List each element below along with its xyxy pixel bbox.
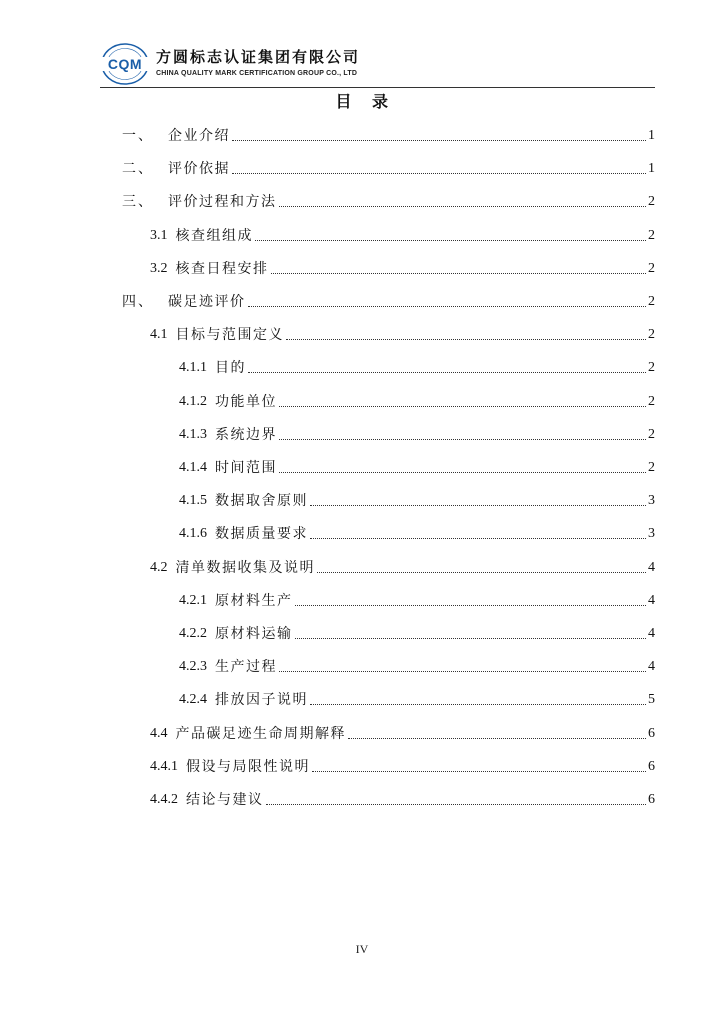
- toc-entry-title: 数据取舍原则: [215, 493, 308, 510]
- toc-entry-number: 一、: [122, 128, 154, 144]
- toc-dot-leader: [310, 538, 646, 539]
- toc-dot-leader: [295, 638, 647, 639]
- toc-entry-number: 4.2.2: [179, 626, 207, 641]
- toc-title: [0, 89, 724, 112]
- toc-dot-leader: [279, 406, 646, 407]
- toc-entry-page: 2: [648, 194, 655, 210]
- toc-entry-page: 1: [648, 161, 655, 177]
- company-name-cn: 方圆标志认证集团有限公司: [156, 48, 361, 66]
- page-header: [100, 40, 655, 88]
- toc-entry-title: 原材料运输: [215, 626, 293, 642]
- toc-entry-number: 3.1: [150, 227, 168, 243]
- toc-dot-leader: [317, 572, 646, 573]
- toc-entry-title: 清单数据收集及说明: [175, 559, 315, 576]
- toc-entry-title: 假设与局限性说明: [186, 758, 310, 775]
- toc-entry-number: 三、: [122, 194, 154, 211]
- toc-entry-title: 数据质量要求: [215, 526, 308, 543]
- toc-entry[interactable]: [150, 218, 655, 246]
- header-divider: [100, 87, 655, 88]
- toc-entry-title: 功能单位: [215, 393, 277, 410]
- toc-dot-leader: [279, 671, 646, 672]
- toc-entry-title: 目的: [215, 360, 246, 377]
- toc-entry[interactable]: [179, 583, 655, 611]
- toc-entry[interactable]: [150, 716, 655, 744]
- toc-entry-page: 2: [648, 260, 655, 276]
- toc-entry-number: 3.2: [150, 260, 168, 276]
- toc-entry-page: 4: [648, 592, 655, 608]
- toc-entry[interactable]: [179, 682, 655, 710]
- toc-entry-page: 2: [648, 360, 655, 376]
- toc-entry[interactable]: [179, 616, 655, 644]
- toc-entry[interactable]: [122, 151, 655, 179]
- toc-entry-number: 4.4: [150, 725, 168, 741]
- toc-entry-title: 核查日程安排: [175, 260, 269, 277]
- toc-dot-leader: [232, 140, 646, 141]
- toc-entry-number: 二、: [122, 161, 154, 178]
- toc-entry-number: 4.4.2: [150, 792, 178, 807]
- toc-entry-title: 碳足迹评价: [168, 294, 246, 310]
- toc-entry-number: 4.1: [150, 327, 168, 343]
- toc-entry-number: 4.1.3: [179, 426, 207, 442]
- toc-dot-leader: [248, 306, 647, 307]
- toc-entry-title: 原材料生产: [215, 592, 293, 609]
- toc-entry[interactable]: [122, 118, 655, 146]
- toc-entry-title: 核查组组成: [175, 227, 253, 244]
- toc-entry-page: 6: [648, 725, 655, 741]
- toc-entry-number: 4.2: [150, 559, 168, 575]
- toc-entry-page: 2: [648, 327, 655, 343]
- toc-entry-title: 排放因子说明: [215, 692, 308, 709]
- toc-entry-number: 4.1.6: [179, 526, 207, 542]
- toc-dot-leader: [266, 804, 647, 805]
- toc-entry-number: 4.1.4: [179, 460, 207, 475]
- toc-dot-leader: [271, 273, 647, 274]
- logo-text: CQM: [107, 56, 143, 72]
- toc-entry-title: 结论与建议: [186, 792, 264, 808]
- toc-entry-page: 2: [648, 294, 655, 309]
- toc-entry[interactable]: [179, 649, 655, 677]
- toc-title-char1: 目: [335, 92, 352, 111]
- toc-entry-page: 5: [648, 692, 655, 708]
- toc-entry-page: 3: [648, 526, 655, 542]
- toc-dot-leader: [232, 173, 646, 174]
- toc-entry-page: 3: [648, 493, 655, 509]
- toc-entry-number: 4.2.3: [179, 659, 207, 675]
- toc-entry-number: 4.1.2: [179, 393, 207, 409]
- toc-entry[interactable]: [150, 251, 655, 279]
- toc-entry-page: 1: [648, 128, 655, 143]
- toc-entry[interactable]: [150, 550, 655, 578]
- toc-entry-page: 2: [648, 393, 655, 409]
- toc-entry-number: 4.2.4: [179, 692, 207, 708]
- toc-entry-page: 6: [648, 792, 655, 807]
- toc-dot-leader: [310, 505, 646, 506]
- toc-entry-title: 企业介绍: [168, 128, 230, 144]
- toc-dot-leader: [248, 372, 646, 373]
- toc-dot-leader: [295, 605, 647, 606]
- toc-entry[interactable]: [179, 417, 655, 445]
- toc-dot-leader: [279, 472, 646, 473]
- toc-entry[interactable]: [150, 782, 655, 810]
- toc-entry[interactable]: [179, 384, 655, 412]
- company-name: [156, 48, 360, 79]
- toc-entry-page: 6: [648, 758, 655, 774]
- toc-entry-number: 4.2.1: [179, 592, 207, 608]
- toc-entry-title: 生产过程: [215, 659, 277, 676]
- toc-entry[interactable]: [150, 317, 655, 345]
- toc-entry-number: 4.4.1: [150, 758, 178, 774]
- toc-entry-page: 4: [648, 626, 655, 641]
- toc-entry-title: 目标与范围定义: [175, 327, 284, 344]
- toc-dot-leader: [348, 738, 646, 739]
- toc-entry[interactable]: [122, 184, 655, 212]
- toc-entry-title: 评价依据: [168, 161, 230, 178]
- toc-entry-title: 评价过程和方法: [168, 194, 277, 211]
- toc-entry[interactable]: [150, 749, 655, 777]
- toc-dot-leader: [310, 704, 646, 705]
- toc-entry[interactable]: [179, 350, 655, 378]
- toc-dot-leader: [312, 771, 646, 772]
- toc-entry-title: 产品碳足迹生命周期解释: [175, 725, 346, 742]
- toc-dot-leader: [279, 206, 647, 207]
- toc-entry-number: 四、: [122, 294, 154, 310]
- toc-entry-page: 2: [648, 227, 655, 243]
- toc-entry-page: 4: [648, 559, 655, 575]
- toc-entry-number: 4.1.5: [179, 493, 207, 509]
- toc-entry-title: 时间范围: [215, 460, 277, 476]
- toc-entry-page: 2: [648, 426, 655, 442]
- company-name-en: CHINA QUALITY MARK CERTIFICATION GROUP CO., LTD: [156, 70, 358, 77]
- toc-entry-title: 系统边界: [215, 426, 277, 443]
- toc-entry[interactable]: [179, 483, 655, 511]
- toc-entry-page: 2: [648, 460, 655, 475]
- toc-entry-page: 4: [648, 659, 655, 675]
- toc-dot-leader: [279, 439, 646, 440]
- toc-dot-leader: [255, 240, 646, 241]
- toc-entry-number: 4.1.1: [179, 360, 207, 376]
- toc-entry[interactable]: [122, 284, 655, 312]
- toc-entry[interactable]: [179, 516, 655, 544]
- toc-entry[interactable]: [179, 450, 655, 478]
- toc-dot-leader: [286, 339, 646, 340]
- toc-title-char2: 录: [372, 92, 389, 111]
- cqm-logo: [100, 42, 150, 86]
- page-number: IV: [355, 942, 369, 956]
